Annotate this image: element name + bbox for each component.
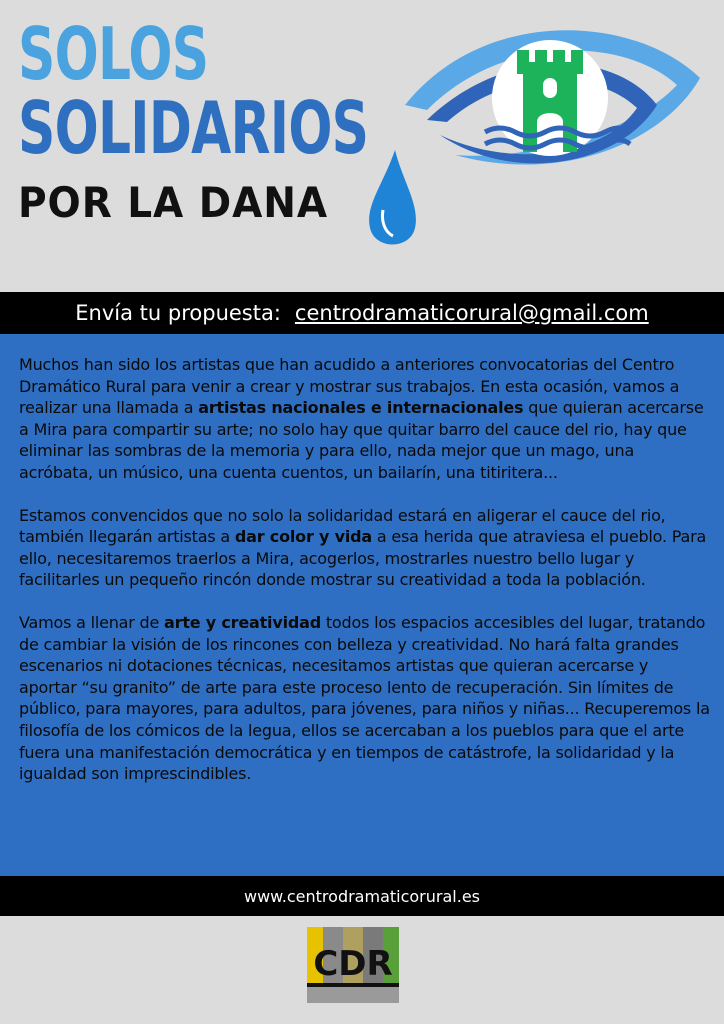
cdr-logo-icon — [307, 927, 399, 1003]
body-panel — [0, 334, 724, 876]
contact-bar — [0, 292, 724, 334]
contact-email-link[interactable]: centrodramaticorural@gmail.com — [294, 301, 649, 325]
cdr-logo-text: CDR — [313, 944, 393, 984]
title-solos: SOLOS — [18, 12, 209, 96]
title-por-la-dana: POR LA DANA — [18, 178, 329, 227]
website-link[interactable]: www.centrodramaticorural.es — [244, 886, 480, 906]
paragraph-2: Estamos convencidos que no solo la solidaridad estará en aligerar el cauce del rio, también llegarán artistas a dar color y vida a esa herida que atraviesa el pueblo. Para ello, necesitaremos traerlos a Mira, acogerlos, mostrarles nuestro bello lugar y facilitarles un pequeño rincón donde mostrar su creatividad a toda la población. — [19, 505, 707, 590]
paragraph-3: Vamos a llenar de arte y creatividad todos los espacios accesibles del lugar, tratando de cambiar la visión de los rincones con belleza y creatividad. No hará falta grandes escenarios ni dotaciones técnicas, necesitamos artistas que quieran acercarse y aportar “su granito” de arte para este proceso lento de recuperación. Sin límites de público, para mayores, para adultos, para jóvenes, para niños y niñas... Recuperemos la filosofía de los cómicos de la legua, ellos se acercaban a los pueblos para que el arte fuera una manifestación democrática y en tiempos de catástrofe, la solidaridad y la igualdad son imprescindibles. — [19, 612, 710, 784]
title-solidarios: SOLIDARIOS — [18, 86, 369, 170]
footer-bar — [0, 876, 724, 916]
paragraph-1: Muchos han sido los artistas que han acudido a anteriores convocatorias del Centro Dramático Rural para venir a crear y mostrar sus trabajos. En esta ocasión, vamos a realizar una llamada a artistas nacionales e internacionales que quieran acercarse a Mira para compartir su arte; no solo hay que quitar barro del cauce del rio, hay que eliminar las sombras de la memoria y para ello, nada mejor que un mago, una acróbata, un músico, una cuenta cuentos, un bailarín, una titiritera... — [19, 355, 704, 482]
contact-label: Envía tu propuesta: — [75, 301, 281, 325]
eye-tower-tear-icon — [365, 10, 705, 260]
